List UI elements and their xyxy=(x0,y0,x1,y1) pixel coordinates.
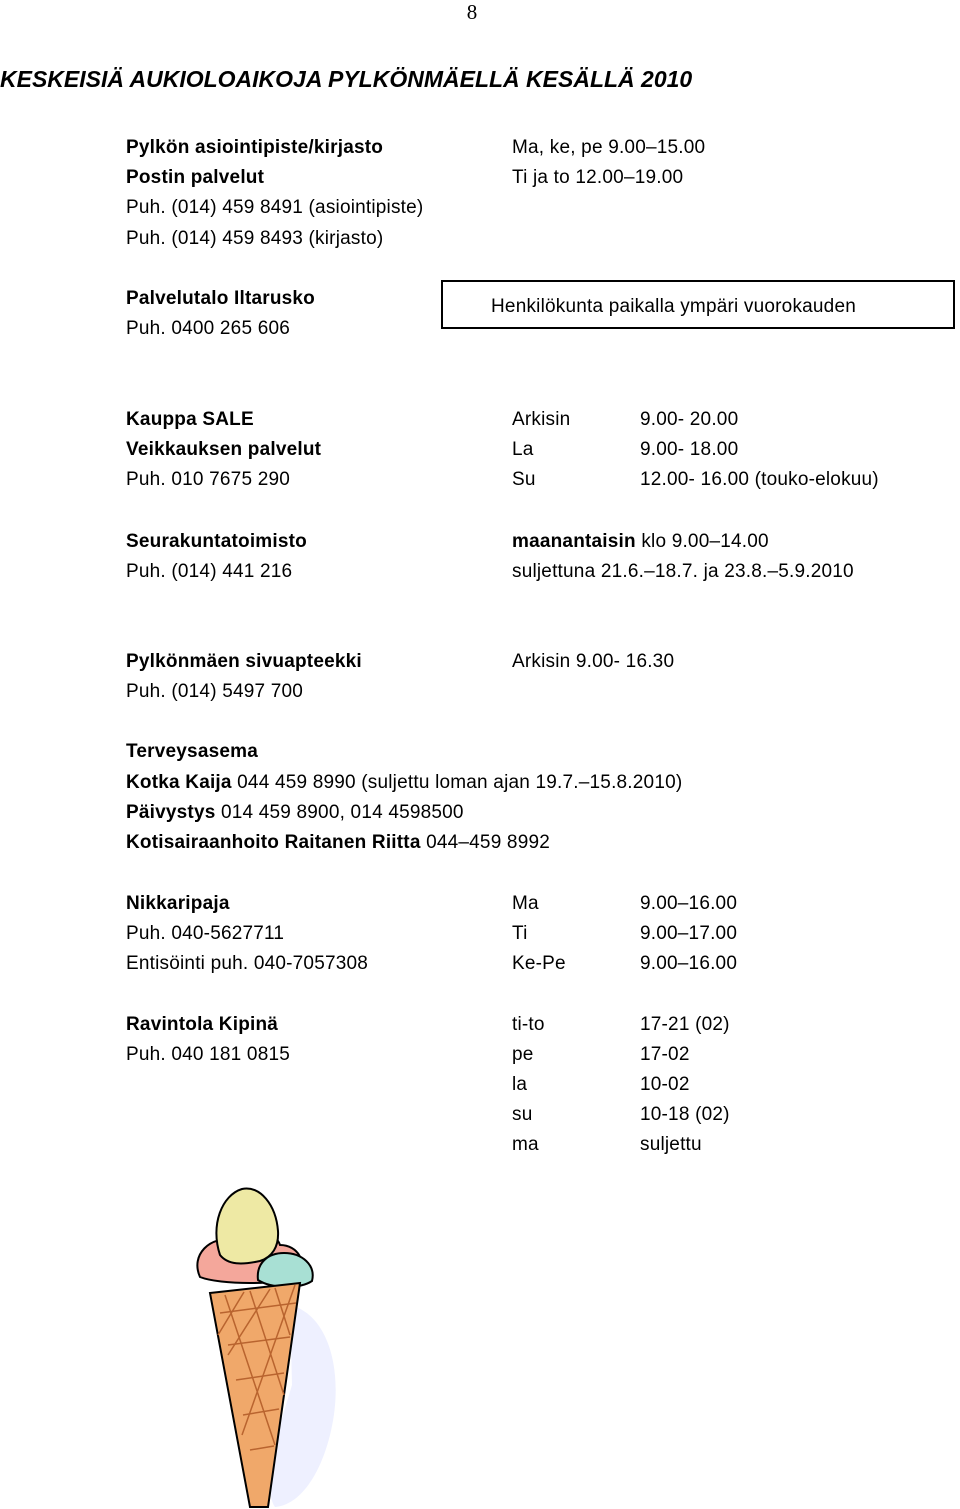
ravintola-day: la xyxy=(512,1074,528,1095)
apteekki-name: Pylkönmäen sivuapteekki xyxy=(126,651,362,672)
apteekki-hours: Arkisin 9.00- 16.30 xyxy=(512,651,675,672)
nikkaripaja-day: Ke-Pe xyxy=(512,953,566,974)
seurakunta-hours: klo 9.00–14.00 xyxy=(635,531,769,552)
page-number: 8 xyxy=(466,0,478,24)
kauppa-day: Arkisin xyxy=(512,409,571,430)
nikkaripaja-phone2: Entisöinti puh. 040-7057308 xyxy=(126,953,369,974)
asiointipiste-name: Pylkön asiointipiste/kirjasto xyxy=(126,137,384,158)
ravintola-day: ti-to xyxy=(512,1014,545,1035)
kirjasto-phone: Puh. (014) 459 8493 (kirjasto) xyxy=(126,228,384,249)
yellow-scoop xyxy=(216,1188,278,1263)
seurakunta-day: maanantaisin xyxy=(512,531,636,552)
terveysasema-text: 044–459 8992 xyxy=(420,832,551,853)
kauppa-hours: 9.00- 18.00 xyxy=(640,439,739,460)
seurakunta-phone: Puh. (014) 441 216 xyxy=(126,561,293,582)
ravintola-hours: 17-02 xyxy=(640,1044,690,1065)
kauppa-day: La xyxy=(512,439,534,460)
asiointipiste-phone: Puh. (014) 459 8491 (asiointipiste) xyxy=(126,197,424,218)
terveysasema-bold: Päivystys xyxy=(126,802,216,823)
veikkaus-name: Veikkauksen palvelut xyxy=(126,439,322,460)
posti-hours: Ti ja to 12.00–19.00 xyxy=(512,167,684,188)
nikkaripaja-phone: Puh. 040-5627711 xyxy=(126,923,285,944)
ravintola-day: ma xyxy=(512,1134,539,1155)
terveysasema-line xyxy=(126,832,550,854)
terveysasema-text: 014 459 8900, 014 4598500 xyxy=(215,802,464,823)
ice-cream-cone-illustration xyxy=(180,1185,350,1509)
terveysasema-line xyxy=(126,772,682,794)
terveysasema-text: 044 459 8990 (suljettu loman ajan 19.7.–15.8.2010) xyxy=(231,772,683,793)
kauppa-day: Su xyxy=(512,469,536,490)
nikkaripaja-hours: 9.00–16.00 xyxy=(640,953,738,974)
kauppa-name: Kauppa SALE xyxy=(126,409,254,430)
ravintola-hours: 10-18 (02) xyxy=(640,1104,730,1125)
ravintola-name: Ravintola Kipinä xyxy=(126,1014,279,1035)
terveysasema-bold: Kotisairaanhoito Raitanen Riitta xyxy=(126,832,421,853)
nikkaripaja-day: Ma xyxy=(512,893,539,914)
terveysasema-name: Terveysasema xyxy=(126,741,258,762)
terveysasema-line xyxy=(126,802,464,824)
nikkaripaja-day: Ti xyxy=(512,923,528,944)
ravintola-hours: suljettu xyxy=(640,1134,702,1155)
seurakunta-closed: suljettuna 21.6.–18.7. ja 23.8.–5.9.2010 xyxy=(512,561,854,582)
ravintola-hours: 17-21 (02) xyxy=(640,1014,730,1035)
kauppa-hours: 12.00- 16.00 (touko-elokuu) xyxy=(640,469,879,490)
nikkaripaja-hours: 9.00–17.00 xyxy=(640,923,738,944)
nikkaripaja-name: Nikkaripaja xyxy=(126,893,230,914)
terveysasema-bold: Kotka Kaija xyxy=(126,772,232,793)
staff-notice-text: Henkilökunta paikalla ympäri vuorokauden xyxy=(491,296,856,317)
palvelutalo-phone: Puh. 0400 265 606 xyxy=(126,318,290,339)
ravintola-day: pe xyxy=(512,1044,534,1065)
ravintola-day: su xyxy=(512,1104,533,1125)
kauppa-hours: 9.00- 20.00 xyxy=(640,409,739,430)
seurakunta-name: Seurakuntatoimisto xyxy=(126,531,307,552)
nikkaripaja-hours: 9.00–16.00 xyxy=(640,893,738,914)
posti-name: Postin palvelut xyxy=(126,167,265,188)
mint-scoop xyxy=(258,1253,313,1287)
seurakunta-hours-line xyxy=(512,531,769,553)
palvelutalo-name: Palvelutalo Iltarusko xyxy=(126,288,315,309)
apteekki-phone: Puh. (014) 5497 700 xyxy=(126,681,304,702)
ravintola-phone: Puh. 040 181 0815 xyxy=(126,1044,290,1065)
kauppa-phone: Puh. 010 7675 290 xyxy=(126,469,290,490)
ravintola-hours: 10-02 xyxy=(640,1074,690,1095)
staff-notice-box xyxy=(441,280,955,329)
page-title: KESKEISIÄ AUKIOLOAIKOJA PYLKÖNMÄELLÄ KESÄLLÄ 2010 xyxy=(0,66,693,92)
asiointipiste-hours: Ma, ke, pe 9.00–15.00 xyxy=(512,137,706,158)
